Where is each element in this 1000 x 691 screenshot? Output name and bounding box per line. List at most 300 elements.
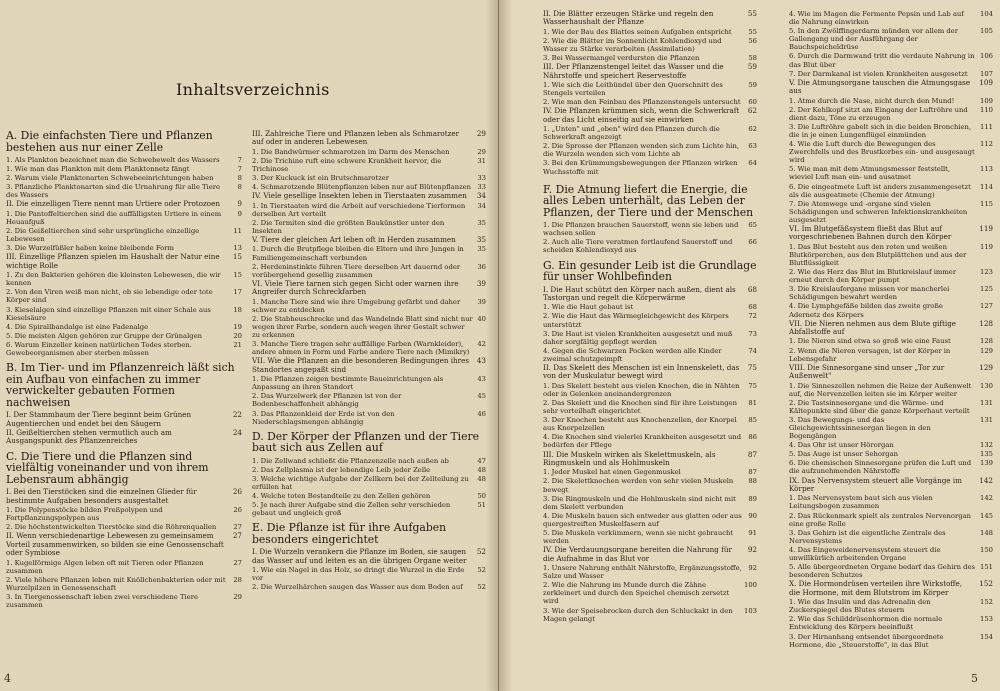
toc-entry-title: 2. Der Kehlkopf sitzt am Eingang der Luftröhre und dient dazu, Töne zu erzeugen — [789, 105, 968, 122]
toc-entry — [6, 506, 242, 522]
toc-entry-title: 3. Manche Tiere tragen sehr auffällige Farben (Warnkleider), andere ahmen in Form und Farbe andere Tiere nach (Mimikry) — [252, 340, 470, 357]
toc-page-number: 109 — [980, 96, 993, 105]
toc-subsection — [789, 225, 993, 242]
toc-subsection — [252, 280, 486, 297]
toc-page-number: 33 — [477, 183, 486, 192]
toc-page-number: 148 — [980, 528, 993, 537]
toc-page-number: 89 — [748, 494, 757, 503]
toc-entry — [789, 382, 993, 398]
toc-page-number: 111 — [980, 122, 993, 131]
toc-entry-title: 2. Die Termiten sind die größten Baukünstler unter den Insekten — [252, 218, 445, 235]
toc-page-number: 35 — [476, 235, 486, 245]
toc-page-number: 24 — [232, 427, 242, 437]
toc-page-number: 59 — [748, 81, 757, 89]
toc-page-number: 130 — [980, 381, 993, 390]
toc-entry — [543, 512, 757, 528]
toc-page-number: 87 — [747, 449, 757, 459]
toc-page-number: 27 — [233, 523, 242, 532]
toc-entry — [543, 28, 757, 36]
toc-entry-title: 1. Manche Tiere sind wie ihre Umgebung gefärbt und daher schwer zu entdecken — [252, 297, 461, 314]
toc-entry-title: 4. Die Knochen sind vielerlei Krankheiten ausgesetzt und bedürfen der Pflege — [543, 433, 742, 450]
toc-entry-title: 2. Wie die Blätter im Sonnenlicht Kohlendioxyd und Wasser zu Stärke verarbeiten (Assimilation) — [543, 36, 722, 53]
toc-page-number: 62 — [747, 106, 757, 116]
toc-entry — [252, 466, 486, 474]
toc-entry-title: 1. Als Plankton bezeichnet man die Schwebewelt des Wassers — [6, 156, 220, 164]
toc-entry — [543, 125, 757, 141]
toc-entry-title: 3. Das Pflanzenkleid der Erde ist von den Niederschlagsmengen abhängig — [252, 409, 395, 426]
toc-page-number: 18 — [233, 305, 242, 314]
toc-page-number: 75 — [747, 363, 757, 372]
toc-entry — [6, 210, 242, 226]
toc-entry — [543, 330, 757, 346]
toc-entry-title: VI. Im Blutgefäßsystem fließt das Blut auf vorgeschriebenen Bahnen durch den Körper — [789, 223, 952, 242]
toc-entry-title: 4. Wie die Luft durch die Bewegungen des Zwerchfells und des Brustkorbes ein- und ausgesaugt wird — [789, 140, 975, 165]
toc-entry-title: I. Der Stammbaum der Tiere beginnt beim Grünen Augentierchen und endet bei den Säugern — [6, 410, 192, 428]
toc-entry-title: 7. Der Darmkanal ist vielen Krankheiten ausgesetzt — [789, 69, 968, 78]
toc-entry — [789, 459, 993, 475]
toc-page-number: 50 — [477, 492, 486, 501]
toc-entry-title: 2. Herdeninstinkte führen Tiere derselben Art dauernd oder vorübergehend gesellig zusammen — [252, 262, 461, 279]
toc-entry-title: 1. Wie die Haut gebaut ist — [543, 303, 634, 312]
toc-entry — [6, 323, 242, 331]
toc-entry — [543, 303, 757, 311]
toc-page-number: 151 — [980, 563, 993, 572]
toc-entry — [252, 375, 486, 391]
toc-page-number: 105 — [980, 27, 993, 36]
toc-page-number: 66 — [748, 238, 757, 247]
toc-page-number: 15 — [232, 252, 242, 262]
toc-page-number: 47 — [477, 456, 486, 465]
toc-page-number: 90 — [748, 511, 757, 520]
toc-page-number: 123 — [980, 268, 993, 277]
page-number-right: 5 — [971, 672, 978, 685]
toc-page-number: 153 — [980, 615, 993, 624]
toc-page-number: 29 — [477, 147, 486, 156]
toc-entry-title: 3. In Tiergenossenschaft leben zwei verschiedene Tiere zusammen — [6, 592, 198, 609]
toc-entry — [543, 477, 757, 493]
toc-entry-title: 2. Wie man den Feinbau des Pflanzenstengels untersucht — [543, 98, 741, 107]
toc-entry — [789, 10, 993, 26]
toc-entry — [6, 156, 242, 164]
toc-entry-title: 4. Schmarotzende Blütenpflanzen leben nur auf Blütenpflanzen — [252, 183, 472, 192]
toc-entry-title: 1. Das Skelett besteht aus vielen Knochen, die in Nähten oder in Gelenken aneinandergrenzen — [543, 381, 740, 398]
toc-entry — [252, 298, 486, 314]
toc-entry-title: 3. Die Luftröhre gabelt sich in die beiden Bronchien, die in je einen Lungenflügel einmünden — [789, 122, 972, 139]
toc-entry — [789, 183, 993, 199]
toc-entry-title: II. Geißeltierchen stehen vermutlich auch am Ausgangspunkt des Pflanzenreiches — [6, 427, 172, 446]
toc-entry — [252, 457, 486, 465]
toc-entry-title: II. Wenn verschiedenartige Lebewesen zu gemeinsamem Vorteil zusammenwirken, so bilden sie eine Genossenschaft oder Symbiose — [6, 531, 224, 558]
toc-entry — [252, 183, 486, 191]
toc-column-4 — [789, 10, 993, 650]
toc-entry-title: 5. Wie man mit dem Atmungsmesser feststellt, wieviel Luft man ein- und ausatmet — [789, 165, 951, 182]
toc-entry-title: 3. Der Kuckuck ist ein Brutschmarotzer — [252, 174, 389, 183]
toc-entry-title: 1. Wie der Bau des Blattes seinen Aufgaben entspricht — [543, 27, 732, 36]
toc-entry — [543, 468, 757, 476]
toc-entry — [789, 416, 993, 440]
toc-page-number: 112 — [980, 140, 993, 149]
toc-entry-title: 3. Die Kreislauforgane müssen vor mancherlei Schädigungen bewahrt werden — [789, 285, 950, 302]
toc-entry-title: 4. Die Lymphgefäße bilden das zweite große Adernetz des Körpers — [789, 302, 943, 319]
toc-entry-title: 2. Die Skelettknochen werden von sehr vielen Muskeln bewegt — [543, 477, 734, 494]
toc-entry-title: VIII. Die Sinnesorgane sind unser „Tor zur Außenwelt" — [789, 362, 945, 381]
toc-entry — [789, 27, 993, 51]
toc-entry-title: II. Das Skelett des Menschen ist ein Innenskelett, das von der Muskulatur bewegt wird — [543, 363, 740, 381]
toc-entry-title: IV. Viele gesellige Insekten leben in Tierstaaten zusammen — [252, 191, 467, 201]
toc-entry-title: 2. Wie die Nahrung im Munde durch die Zähne zerkleinert und durch den Speichel chemisch zersetzt wird — [543, 581, 730, 606]
toc-entry-title: VII. Wie die Pflanzen an die besonderen Bedingungen ihres Standortes angepaßt sind — [252, 356, 470, 374]
toc-page-number: 55 — [747, 9, 757, 18]
toc-entry — [6, 576, 242, 592]
toc-page-number: 135 — [980, 450, 993, 459]
toc-entry — [543, 159, 757, 175]
toc-entry-title: 2. Die Trichine ruft eine schwere Krankheit hervor, die Trichinose — [252, 156, 442, 173]
toc-entry-title: 2. Wie die Haut das Wärmegleichgewicht des Körpers unterstützt — [543, 312, 729, 329]
toc-page-number: 13 — [233, 244, 242, 253]
toc-entry-title: 2. Die Sprosse der Pflanzen wenden sich zum Lichte hin, die Wurzeln wenden sich vom Lichte ab — [543, 142, 739, 159]
toc-page-number: 31 — [477, 156, 486, 165]
toc-entry-title: III. Einzellige Pflanzen spielen im Haushalt der Natur eine wichtige Rolle — [6, 252, 220, 270]
toc-entry — [543, 221, 757, 237]
toc-entry-title: 5. Das Auge ist unser Sehorgan — [789, 450, 899, 459]
toc-entry — [543, 98, 757, 106]
toc-page-number: 62 — [748, 125, 757, 134]
toc-page-number: 45 — [477, 392, 486, 401]
toc-entry-title: V. Die Atmungsorgane tauschen die Atmungsgase aus — [789, 77, 971, 96]
toc-entry — [252, 157, 486, 173]
toc-page-number: 48 — [477, 474, 486, 483]
toc-page-number: 74 — [748, 346, 757, 355]
toc-entry — [252, 475, 486, 491]
toc-page-number: 65 — [748, 221, 757, 230]
toc-entry-title: 5. Alle übergeordneten Organe bedarf das Gehirn des besonderen Schutzes — [789, 563, 976, 580]
toc-subsection — [6, 411, 242, 428]
toc-entry — [789, 268, 993, 284]
toc-page-number: 52 — [477, 583, 486, 592]
toc-page-number: 129 — [979, 362, 993, 372]
toc-page-number: 132 — [980, 441, 993, 450]
toc-entry-title: 2. Die Wurzelhärchen saugen das Wasser aus dem Boden auf — [252, 583, 463, 592]
right-page — [499, 0, 1000, 691]
toc-entry-title: 4. Gegen die Schwarzen Pocken werden alle Kinder zweimal schutzgeimpft — [543, 346, 722, 363]
toc-entry — [6, 227, 242, 243]
toc-entry — [6, 244, 242, 252]
toc-entry — [252, 566, 486, 582]
toc-page-number: 15 — [233, 271, 242, 280]
toc-entry-title: 2. Wenn die Nieren versagen, ist der Körper in Lebensgefahr — [789, 346, 951, 363]
toc-entry — [6, 183, 242, 199]
toc-page-number: 81 — [748, 399, 757, 407]
toc-entry — [6, 523, 242, 531]
toc-page-number: 46 — [477, 409, 486, 418]
toc-entry-title: 1. Wie sich die Leitbündel über den Querschnitt des Stengels verteilen — [543, 81, 723, 98]
toc-subsection — [252, 236, 486, 244]
toc-page-number: 48 — [477, 465, 486, 474]
toc-subsection — [252, 548, 486, 565]
toc-entry-title: VI. Viele Tiere tarnen sich gegen Sicht oder warnen ihre Angreifer durch Schreckfarben — [252, 278, 459, 297]
toc-page-number: 85 — [748, 416, 757, 425]
toc-entry-title: 5. Die Muskeln verkümmern, wenn sie nicht gebraucht werden — [543, 529, 734, 546]
toc-entry-title: 1. Jeder Muskel hat einen Gegenmuskel — [543, 468, 681, 477]
toc-entry — [789, 615, 993, 631]
toc-page-number: 109 — [979, 77, 993, 87]
toc-entry-title: II. Die einzelligen Tiere nennt man Urtiere oder Protozoen — [6, 199, 221, 209]
toc-entry — [543, 347, 757, 363]
toc-entry — [543, 495, 757, 511]
toc-page-number: 43 — [477, 375, 486, 384]
toc-entry — [789, 200, 993, 224]
toc-entry-title: V. Tiere der gleichen Art leben oft in Herden zusammen — [252, 235, 456, 245]
toc-entry-title: 5. Je nach ihrer Aufgabe sind die Zellen sehr verschieden gebaut und ungleich groß — [252, 501, 451, 518]
toc-page-number: 128 — [980, 337, 993, 346]
toc-page-number: 27 — [233, 558, 242, 567]
toc-entry — [789, 494, 993, 510]
toc-section-heading: D. Der Körper der Pflanzen und der Tiere baut sich aus Zellen auf — [252, 429, 480, 455]
toc-page-number: 114 — [980, 182, 993, 191]
toc-entry — [543, 37, 757, 53]
toc-entry — [6, 271, 242, 287]
toc-entry-title: 3. Der Hirnanhang entsendet übergeordnete Hormone, die „Steuerstoffe", in das Blut — [789, 632, 944, 649]
toc-entry — [789, 529, 993, 545]
toc-entry-title: 1. Atme durch die Nase, nicht durch den Mund! — [789, 96, 955, 105]
toc-entry — [789, 97, 993, 105]
toc-page-number: 142 — [979, 475, 993, 485]
toc-entry — [789, 450, 993, 458]
toc-page-number: 113 — [980, 165, 993, 174]
toc-subsection — [543, 286, 757, 303]
toc-entry-title: 2. Auch alle Tiere veratmen fortlaufend Sauerstoff und scheiden Kohlendioxyd aus — [543, 238, 733, 255]
toc-page-number: 131 — [980, 415, 993, 424]
toc-entry-title: 1. Die Sinneszellen nehmen die Reize der Außenwelt auf, die Nervenzellen leiten sie im Körper weiter — [789, 381, 972, 398]
toc-page-number: 29 — [476, 129, 486, 138]
toc-entry-title: 1. „Unten" und „oben" wird den Pflanzen durch die Schwerkraft angezeigt — [543, 125, 720, 142]
toc-column-1 — [6, 130, 242, 610]
toc-entry — [789, 106, 993, 122]
toc-entry — [789, 140, 993, 164]
toc-entry — [252, 219, 486, 235]
toc-entry-title: 5. In den Zwölffingerdarm münden vor allem der Gallengang und der Ausführgang der Bauchspeicheldrüse — [789, 27, 958, 52]
toc-page-number: 86 — [748, 433, 757, 442]
toc-subsection — [789, 477, 993, 494]
toc-page-number: 72 — [748, 312, 757, 321]
toc-entry-title: 3. Bei Wassermangel verdursten die Pflanzen — [543, 54, 700, 63]
page-number-left: 4 — [4, 672, 11, 685]
toc-page-number: 39 — [477, 297, 486, 306]
toc-page-number: 73 — [748, 329, 757, 338]
toc-entry-title: 1. Kugelförmige Algen leben oft mit Tieren oder Pflanzen zusammen — [6, 558, 204, 575]
toc-entry-title: 2. Viele höhere Pflanzen leben mit Knöllchenbakterien oder mit Wurzelpilzen in Genossenschaft — [6, 575, 226, 592]
toc-entry-title: I. Bei den Tierstöcken sind die einzelnen Glieder für bestimmte Aufgaben besonders ausgestaltet — [6, 487, 197, 505]
toc-page-number: 125 — [980, 285, 993, 294]
toc-entry — [543, 54, 757, 62]
toc-section-heading: A. Die einfachsten Tiere und Pflanzen bestehen aus nur einer Zelle — [6, 129, 213, 154]
toc-entry-title: 1. Wie man das Plankton mit dem Planktonnetz fängt — [6, 165, 190, 174]
toc-entry-title: 2. Die Stabheuschrecke und das Wandelnde Blatt sind nicht nur wegen ihrer Farbe, sondern auch wegen ihrer Gestalt schwer zu erkennen — [252, 314, 473, 340]
toc-entry — [789, 633, 993, 649]
toc-section-heading: C. Die Tiere und die Pflanzen sind vielfältig voneinander und von ihrem Lebensraum abhängig — [6, 449, 209, 486]
toc-entry — [543, 142, 757, 158]
toc-page-number: 51 — [477, 501, 486, 510]
toc-subsection — [543, 364, 757, 381]
toc-entry-title: 3. Die Wurzelfüßler haben keine bleibende Form — [6, 244, 174, 253]
toc-entry — [543, 312, 757, 328]
toc-entry — [6, 174, 242, 182]
toc-entry-title: 6. Durch die Darmwand tritt die verdaute Nahrung in das Blut über — [789, 52, 975, 69]
toc-entry-title: 6. Die eingeatmete Luft ist anders zusammengesetzt als die ausgeatmete (Chemie der Atmung) — [789, 182, 971, 199]
toc-entry-title: 1. Wie das Insulin und das Adrenalin den Zuckerspiegel des Blutes steuern — [789, 598, 931, 615]
toc-entry — [6, 593, 242, 609]
toc-page-number: 35 — [477, 245, 486, 254]
toc-entry — [789, 165, 993, 181]
toc-subsection — [543, 10, 757, 27]
toc-entry-title: 1. Die Nieren sind etwa so groß wie eine Faust — [789, 337, 951, 346]
toc-page-number: 17 — [233, 288, 242, 297]
toc-page-number: 131 — [980, 398, 993, 407]
toc-page-number: 139 — [980, 459, 993, 468]
toc-page-number: 110 — [980, 105, 993, 114]
toc-entry — [789, 123, 993, 139]
toc-page-number: 142 — [980, 494, 993, 503]
toc-entry — [252, 315, 486, 339]
left-page — [0, 0, 499, 691]
toc-page-number: 58 — [748, 54, 757, 63]
toc-page-number: 100 — [744, 581, 757, 590]
toc-entry-title: 3. Pflanzliche Planktonarten sind die Urnahrung für alle Tiere des Wassers — [6, 183, 221, 200]
toc-entry-title: 4. Das Ohr ist unser Hörorgan — [789, 441, 894, 450]
toc-entry — [543, 399, 757, 415]
toc-entry-title: 3. Der Knochen besteht aus Knochenzellen, der Knorpel aus Knorpelzellen — [543, 416, 737, 433]
toc-page-number: 8 — [237, 174, 242, 183]
toc-page-number: 26 — [233, 506, 242, 515]
toc-page-number: 8 — [237, 183, 242, 192]
toc-entry — [6, 341, 242, 357]
toc-entry-title: X. Die Hormondrüsen verteilen ihre Wirkstoffe, die Hormone, mit dem Blutstrom im Körper — [789, 579, 963, 597]
toc-entry-title: 4. Welche toten Bestandteile zu den Zellen gehören — [252, 492, 431, 501]
toc-page-number: 21 — [233, 340, 242, 349]
toc-entry-title: 6. Die chemischen Sinnesorgane prüfen die Luft und die aufzunehmenden Nährstoffe — [789, 459, 972, 476]
toc-entry-title: 1. Die Polypenstöcke bilden Freßpolypen und Fortpflanzungspolypen aus — [6, 506, 163, 523]
toc-entry-title: IX. Das Nervensystem steuert alle Vorgänge im Körper — [789, 475, 962, 493]
toc-entry-title: 1. Die Zellwand schließt die Pflanzenzelle nach außen ab — [252, 456, 449, 465]
toc-entry-title: IV. Die Verdauungsorgane bereiten die Nahrung für die Aufnahme in das Blut vor — [543, 545, 732, 563]
toc-page-number: 29 — [233, 592, 242, 601]
toc-page-number: 150 — [980, 545, 993, 554]
toc-page-number: 64 — [748, 159, 757, 168]
toc-column-3 — [543, 10, 757, 624]
toc-entry — [789, 302, 993, 318]
toc-entry-title: IV. Die Pflanzen krümmen sich, wenn die Schwerkraft oder das Licht einseitig auf sie einwirken — [543, 106, 740, 124]
toc-entry-title: 1. Unsere Nahrung enthält Nährstoffe, Ergänzungsstoffe, Salze und Wasser — [543, 564, 742, 581]
toc-entry-title: 2. Die höchstentwickelten Tierstöcke sind die Röhrenquallen — [6, 523, 217, 532]
toc-page-number: 9 — [237, 209, 242, 218]
toc-entry-title: 1. Die Pantoffeltierchen sind die auffälligsten Urtiere in einem Heuaufguß — [6, 209, 222, 226]
toc-entry — [789, 598, 993, 614]
toc-page-number: 152 — [979, 579, 993, 589]
toc-entry — [6, 332, 242, 340]
toc-page-number: 52 — [477, 566, 486, 575]
toc-page-number: 115 — [980, 199, 993, 208]
toc-entry-title: 2. Die Tastsinnesorgane und die Wärme- und Kältepunkte sind über die ganze Körperhaut verteilt — [789, 398, 970, 415]
toc-entry — [789, 243, 993, 267]
toc-entry — [543, 581, 757, 605]
toc-page-number: 42 — [477, 340, 486, 349]
toc-page-number: 59 — [747, 62, 757, 72]
toc-entry — [252, 492, 486, 500]
toc-page-number: 87 — [748, 468, 757, 477]
toc-entry-title: 2. Wie das Schilddrüsenhormon die normale Entwicklung des Körpers beeinflußt — [789, 615, 943, 632]
toc-entry — [789, 546, 993, 562]
toc-entry — [543, 416, 757, 432]
toc-entry — [789, 70, 993, 78]
toc-page-number: 20 — [233, 331, 242, 340]
toc-page-number: 40 — [477, 314, 486, 323]
toc-page-number: 104 — [980, 10, 993, 18]
toc-entry — [789, 347, 993, 363]
toc-subsection — [789, 364, 993, 381]
toc-entry-title: 4. Die Muskeln bauen sich entweder aus glatten oder aus quergestreiften Muskelfasern auf — [543, 511, 742, 528]
toc-entry-title: 4. Wie im Magen die Fermente Pepsin und Lab auf die Nahrung einwirken — [789, 10, 964, 27]
toc-page-number: 154 — [980, 632, 993, 641]
toc-page-number: 63 — [748, 142, 757, 151]
toc-page-number: 119 — [979, 223, 993, 233]
toc-entry — [543, 81, 757, 97]
toc-page-number: 33 — [477, 174, 486, 183]
toc-subsection — [252, 130, 486, 147]
toc-entry-title: 3. Welche wichtige Aufgabe der Zellkern bei der Zellteilung zu erfüllen hat — [252, 474, 469, 491]
toc-page-number: 56 — [748, 36, 757, 45]
toc-entry-title: VII. Die Nieren nehmen aus dem Blute giftige Abfallstoffe auf — [789, 318, 957, 337]
toc-entry — [252, 410, 486, 426]
page-title: Inhaltsverzeichnis — [176, 80, 330, 99]
toc-column-2 — [252, 130, 486, 592]
toc-section-heading: E. Die Pflanze ist für ihre Aufgaben besonders eingerichtet — [252, 521, 447, 546]
toc-entry-title: III. Der Pflanzenstengel leitet das Wasser und die Nährstoffe und speichert Reservestoffe — [543, 62, 724, 80]
toc-page-number: 55 — [748, 27, 757, 36]
toc-page-number: 145 — [980, 511, 993, 520]
toc-subsection — [789, 79, 993, 96]
toc-page-number: 43 — [476, 356, 486, 366]
toc-entry-title: III. Die Muskeln wirken als Skelettmuskeln, als Ringmuskeln und als Hohlmuskeln — [543, 449, 716, 467]
toc-entry-title: 1. Durch die Brutpflege bleiben die Eltern und ihre Jungen in Familiengemeinschaft verbunden — [252, 245, 464, 262]
toc-entry-title: 2. Die Geißeltierchen sind sehr ursprüngliche einzellige Lebewesen — [6, 227, 200, 244]
toc-page-number: 91 — [748, 529, 757, 538]
toc-entry — [789, 512, 993, 528]
toc-subsection — [252, 357, 486, 374]
toc-subsection — [6, 532, 242, 557]
toc-section-heading: G. Ein gesunder Leib ist die Grundlage für unser Wohlbefinden — [543, 258, 757, 284]
toc-entry-title: 6. Warum Einzeller keinen natürlichen Todes sterben. Gewebeorganismen aber sterben müssen — [6, 340, 192, 357]
toc-section-heading: F. Die Atmung liefert die Energie, die alles Leben unterhält, das Leben der Pflanzen, der Tiere und der Menschen — [543, 182, 754, 219]
toc-subsection — [789, 580, 993, 597]
toc-entry-title: 2. Das Rückenmark spielt als zentrales Nervenorgan eine große Rolle — [789, 511, 972, 528]
toc-entry-title: 1. Die Pflanzen brauchen Sauerstoff, wenn sie leben und wachsen sollen — [543, 221, 739, 238]
toc-entry-title: 2. Wie das Herz das Blut im Blutkreislauf immer erneut durch den Körper pumpt — [789, 268, 957, 285]
toc-entry — [252, 392, 486, 408]
toc-entry-title: III. Zahlreiche Tiere und Pflanzen leben als Schmarotzer auf oder in anderen Lebewesen — [252, 129, 460, 147]
toc-entry — [6, 306, 242, 322]
toc-entry-title: 3. Das Gehirn ist die eigentliche Zentrale des Nervensystems — [789, 528, 946, 545]
toc-entry-title: 3. Wie der Speisebrocken durch den Schluckakt in den Magen gelangt — [543, 606, 733, 623]
toc-entry — [543, 238, 757, 254]
toc-entry — [543, 607, 757, 623]
toc-entry-title: 2. Das Skelett und die Knochen sind für ihre Leistungen sehr vorteilhaft eingerichtet — [543, 399, 737, 416]
toc-page-number: 26 — [232, 487, 242, 497]
toc-entry — [252, 245, 486, 261]
toc-subsection — [6, 253, 242, 270]
toc-entry-title: 1. Die Bandwürmer schmarotzen im Darm des Menschen — [252, 147, 450, 156]
toc-section-heading: B. Im Tier- und im Pflanzenreich läßt sich ein Aufbau von einfachen zu immer verwickelter gebauten Formen nachweisen — [6, 361, 235, 409]
toc-page-number: 39 — [476, 278, 486, 288]
